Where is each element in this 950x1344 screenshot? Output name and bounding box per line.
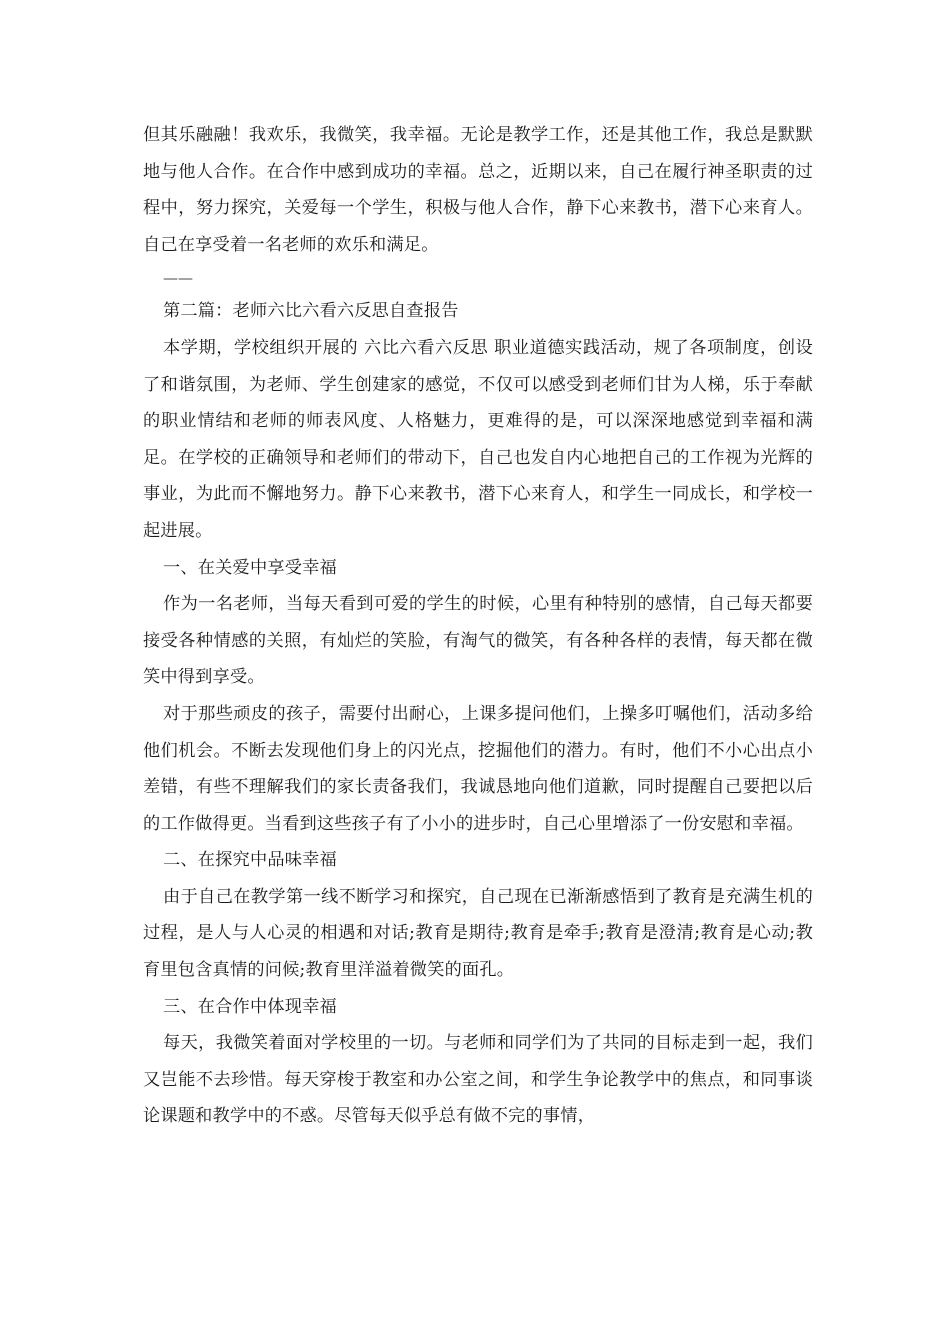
- section1-paragraph-2: 对于那些顽皮的孩子，需要付出耐心，上课多提问他们，上操多叮嘱他们，活动多给他们机会。不断去发现他们身上的闪光点，挖掘他们的潜力。有时，他们不小心出点小差错，有些不理解我们的家长责备我们，我诚恳地向他们道歉，同时提醒自己要把以后的工作做得更。当看到这些孩子有了小小的进步时，自己心里增添了一份安慰和幸福。: [143, 703, 813, 834]
- section3-paragraph-1: 每天，我微笑着面对学校里的一切。与老师和同学们为了共同的目标走到一起，我们又岂能不去珍惜。每天穿梭于教室和办公室之间，和学生争论教学中的焦点，和同事谈论课题和教学中的不惑。尽管每天似乎总有做不完的事情，: [143, 1033, 813, 1127]
- section-heading-3: 三、在合作中体现幸福: [163, 996, 337, 1017]
- section2-paragraph-1: 由于自己在教学第一线不断学习和探究，自己现在已渐渐感悟到了教育是充满生机的过程，是人与人心灵的相遇和对话;教育是期待;教育是牵手;教育是澄清;教育是心动;教育里包含真情的问候;教育里洋溢着微笑的面孔。: [143, 886, 813, 981]
- section1-paragraph-1: 作为一名老师，当每天看到可爱的学生的时候，心里有种特别的感情，自己每天都要接受各种情感的关照，有灿烂的笑脸，有淘气的微笑，有各种各样的表情，每天都在微笑中得到享受。: [143, 594, 813, 688]
- document-body: [143, 117, 813, 1135]
- intro-paragraph: 本学期，学校组织开展的 六比六看六反思 职业道德实践活动，规了各项制度，创设了和谐氛围，为老师、学生创建家的感觉，不仅可以感受到老师们甘为人梯，乐于奉献的职业情结和老师的师表风度、人格魅力，更难得的是，可以深深地感觉到幸福和满足。在学校的正确领导和老师们的带动下，自己也发自内心地把自己的工作视为光辉的事业，为此而不懈地努力。静下心来教书，潜下心来育人，和学生一同成长，和学校一起进展。: [143, 337, 813, 541]
- section-separator: ——: [163, 269, 193, 288]
- section-heading-1: 一、在关爱中享受幸福: [163, 557, 337, 578]
- continued-paragraph: 但其乐融融！我欢乐，我微笑，我幸福。无论是教学工作，还是其他工作，我总是默默地与他人合作。在合作中感到成功的幸福。总之，近期以来，自己在履行神圣职责的过程中，努力探究，关爱每一个学生，积极与他人合作，静下心来教书，潜下心来育人。自己在享受着一名老师的欢乐和满足。: [143, 125, 813, 255]
- section-heading-2: 二、在探究中品味幸福: [163, 850, 337, 871]
- article-title: 第二篇：老师六比六看六反思自查报告: [163, 301, 459, 322]
